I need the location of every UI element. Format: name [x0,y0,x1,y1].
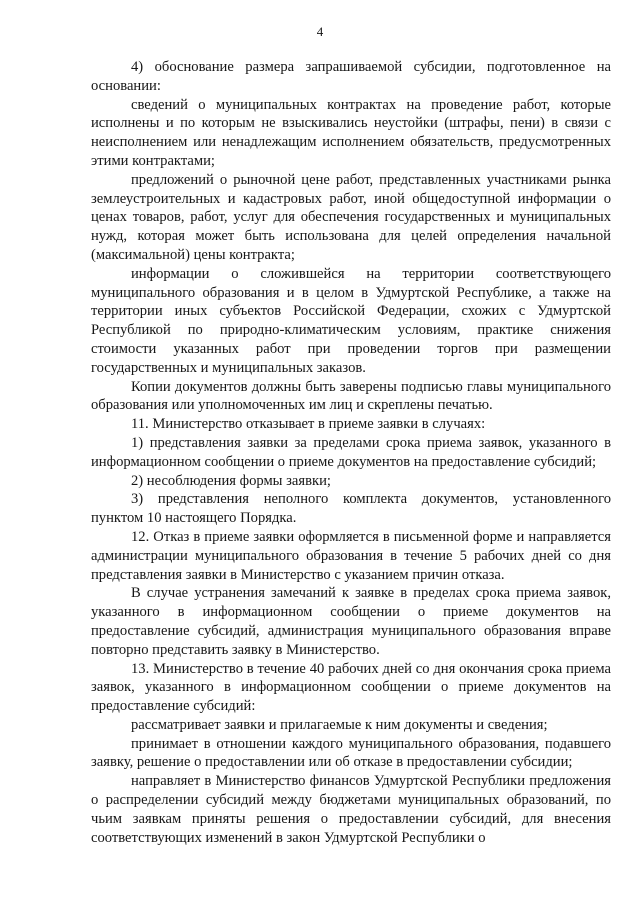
paragraph: рассматривает заявки и прилагаемые к ним документы и сведения; [131,716,548,733]
paragraph: 11. Министерство отказывает в приеме заявки в случаях: [131,416,486,433]
body-text [91,58,611,847]
paragraph: 12. Отказ в приеме заявки оформляется в письменной форме и направляется администрации муниципального образования в течение 5 рабочих дней со дня представления заявки в Министерство с указанием причин отказа. [91,528,611,583]
paragraph: 13. Министерство в течение 40 рабочих дней со дня окончания срока приема заявок, указанного в информационном сообщении о приеме документов на предоставление субсидий: [91,660,611,715]
paragraph: принимает в отношении каждого муниципального образования, подавшего заявку, решение о предоставлении или об отказе в предоставлении субсидии; [91,735,611,771]
paragraph: направляет в Министерство финансов Удмуртской Республики предложения о распределении субсидий между бюджетами муниципальных образований, по чьим заявкам приняты решения о предоставлении субсидий, для внесения соответствующих изменений в закон Удмуртской Республики о [91,773,611,846]
paragraph: Копии документов должны быть заверены подписью главы муниципального образования или уполномоченных им лиц и скреплены печатью. [91,378,611,414]
paragraph: 1) представления заявки за пределами срока приема заявок, указанного в информационном сообщении о приеме документов на предоставление субсидий; [91,434,611,470]
paragraph: сведений о муниципальных контрактах на проведение работ, которые исполнены и по которым не взыскивались неустойки (штрафы, пени) в связи с неисполнением или ненадлежащим исполнением обязательств, предусмотренных этими контрактами; [91,96,611,169]
page-number: 4 [316,24,324,39]
paragraph: 3) представления неполного комплекта документов, установленного пунктом 10 настоящего Порядка. [91,491,611,527]
paragraph: 4) обоснование размера запрашиваемой субсидии, подготовленное на основании: [91,59,611,94]
paragraph: информации о сложившейся на территории соответствующего муниципального образования и в целом в Удмуртской Республике, а также на территории иных субъектов Российской Федерации, схожих с Удмуртской Республикой по природно-климатическим условиям, практике снижения стоимости указанных работ при проведении торгов при размещении государственных и муниципальных заказов. [91,265,611,376]
paragraph: В случае устранения замечаний к заявке в пределах срока приема заявок, указанного в информационном сообщении о приеме документов на предоставление субсидий, администрация муниципального образования вправе повторно представить заявку в Министерство. [91,585,611,658]
paragraph: предложений о рыночной цене работ, представленных участниками рынка землеустроительных и кадастровых работ, иной общедоступной информации о ценах товаров, работ, услуг для обеспечения государственных и муниципальных нужд, которая может быть использована для целей определения начальной (максимальной) цены контракта; [91,171,611,263]
paragraph: 2) несоблюдения формы заявки; [131,472,331,489]
